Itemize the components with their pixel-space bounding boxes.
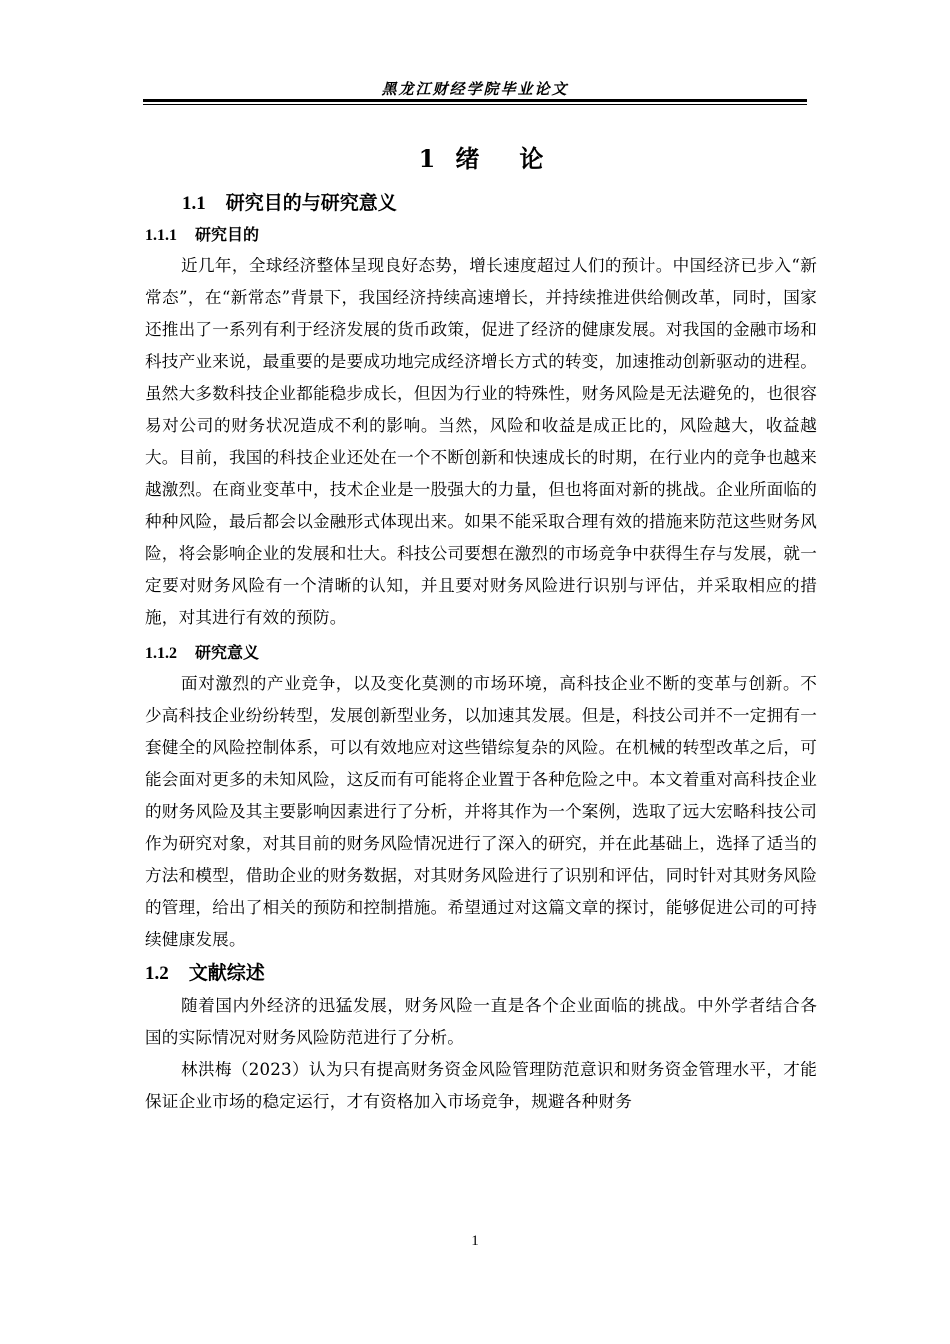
paragraph-literature-intro: 随着国内外经济的迅猛发展，财务风险一直是各个企业面临的挑战。中外学者结合各国的实际情况对财务风险防范进行了分析。	[145, 996, 817, 1047]
section-number: 1.1	[182, 193, 206, 214]
subsection-number: 1.1.1	[145, 227, 177, 244]
subsection-heading-1-1-2	[145, 638, 817, 668]
subsection-title: 研究意义	[195, 643, 260, 662]
chapter-title	[145, 140, 817, 178]
page-number: 1	[471, 1233, 479, 1249]
header-rule-thick	[143, 99, 807, 102]
paragraph-literature-lin: 林洪梅（2023）认为只有提高财务资金风险管理防范意识和财务资金管理水平，才能保证企业市场的稳定运行，才有资格加入市场竞争，规避各种财务	[145, 1060, 817, 1111]
body-content	[145, 140, 817, 1118]
section-heading-1-2	[145, 956, 817, 990]
section-title: 文献综述	[188, 962, 265, 984]
header-rule-thin	[143, 104, 807, 105]
section-title: 研究目的与研究意义	[225, 192, 397, 214]
subsection-heading-1-1-1	[145, 220, 817, 250]
subsection-number: 1.1.2	[145, 645, 177, 662]
chapter-title-part2: 论	[519, 144, 544, 173]
running-header: 黑龙江财经学院毕业论文	[381, 80, 569, 98]
paragraph-research-purpose: 近几年，全球经济整体呈现良好态势，增长速度超过人们的预计。中国经济已步入“新常态”，在“新常态”背景下，我国经济持续高速增长，并持续推进供给侧改革，同时，国家还推出了一系列有利于经济发展的货币政策，促进了经济的健康发展。对我国的金融市场和科技产业来说，最重要的是要成功地完成经济增长方式的转变，加速推动创新驱动的进程。虽然大多数科技企业都能稳步成长，但因为行业的特殊性，财务风险是无法避免的，也很容易对公司的财务状况造成不利的影响。当然，风险和收益是成正比的，风险越大，收益越大。目前，我国的科技企业还处在一个不断创新和快速成长的时期，在行业内的竞争也越来越激烈。在商业变革中，技术企业是一股强大的力量，但也将面对新的挑战。企业所面临的种种风险，最后都会以金融形式体现出来。如果不能采取合理有效的措施来防范这些财务风险，将会影响企业的发展和壮大。科技公司要想在激烈的市场竞争中获得生存与发展，就一定要对财务风险有一个清晰的认知，并且要对财务风险进行识别与评估，并采取相应的措施，对其进行有效的预防。	[145, 256, 817, 627]
paragraph-research-significance: 面对激烈的产业竞争，以及变化莫测的市场环境，高科技企业不断的变革与创新。不少高科技企业纷纷转型，发展创新型业务，以加速其发展。但是，科技公司并不一定拥有一套健全的风险控制体系，可以有效地应对这些错综复杂的风险。在机械的转型改革之后，可能会面对更多的未知风险，这反而有可能将企业置于各种危险之中。本文着重对高科技企业的财务风险及其主要影响因素进行了分析，并将其作为一个案例，选取了远大宏略科技公司作为研究对象，对其目前的财务风险情况进行了深入的研究，并在此基础上，选择了适当的方法和模型，借助企业的财务数据，对其财务风险进行了识别和评估，同时针对其财务风险的管理，给出了相关的预防和控制措施。希望通过对这篇文章的探讨，能够促进公司的可持续健康发展。	[145, 674, 817, 949]
section-heading-1-1	[145, 186, 817, 220]
subsection-title: 研究目的	[195, 225, 260, 244]
chapter-number: 1	[418, 144, 436, 173]
chapter-title-part1: 绪	[455, 144, 480, 173]
section-number: 1.2	[145, 963, 169, 984]
